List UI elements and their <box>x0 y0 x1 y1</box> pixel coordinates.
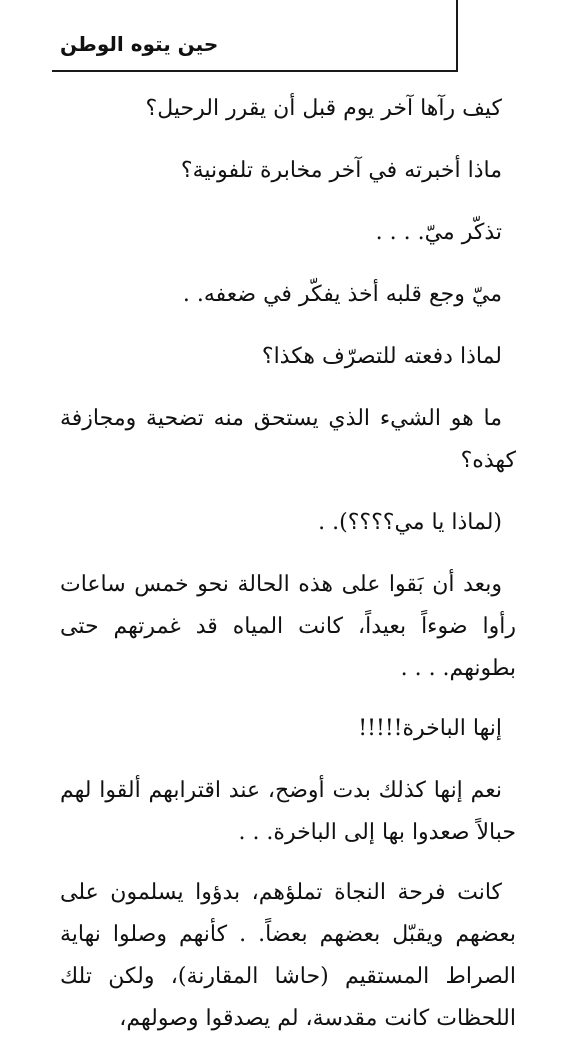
paragraph: ماذا أخبرته في آخر مخابرة تلفونية؟ <box>180 158 502 183</box>
header-vertical-rule <box>456 0 458 72</box>
paragraph: تذكّر ميّ. . . . <box>375 220 502 245</box>
paragraph: كانت فرحة النجاة تملؤهم، بدؤوا يسلمون على بعضهم ويقبّل بعضهم بعضاً. . كأنهم وصلوا نهاية الصراط المستقيم (حاشا المقارنة)، ولكن تلك اللحظات كانت مقدسة، لم يصدقوا وصولهم، <box>60 880 516 1031</box>
paragraph: إنها الباخرة!!!!! <box>358 716 502 741</box>
paragraph: نعم إنها كذلك بدت أوضح، عند اقترابهم ألقوا لهم حبالاً صعدوا بها إلى الباخرة. . . <box>60 778 516 845</box>
paragraph: (لماذا يا مي؟؟؟؟). . <box>318 510 502 535</box>
paragraph: وبعد أن بَقوا على هذه الحالة نحو خمس ساعات رأوا ضوءاً بعيداً، كانت المياه قد غمرتهم حتى بطونهم. . . . <box>60 572 516 681</box>
running-title: حين يتوه الوطن <box>60 32 219 56</box>
paragraph: ميّ وجع قلبه أخذ يفكّر في ضعفه. . <box>182 282 502 307</box>
paragraph: كيف رآها آخر يوم قبل أن يقرر الرحيل؟ <box>145 96 502 121</box>
paragraph: ما هو الشيء الذي يستحق منه تضحية ومجازفة كهذه؟ <box>60 406 516 473</box>
body-text <box>60 88 516 1060</box>
paragraph: لماذا دفعته للتصرّف هكذا؟ <box>261 344 502 369</box>
